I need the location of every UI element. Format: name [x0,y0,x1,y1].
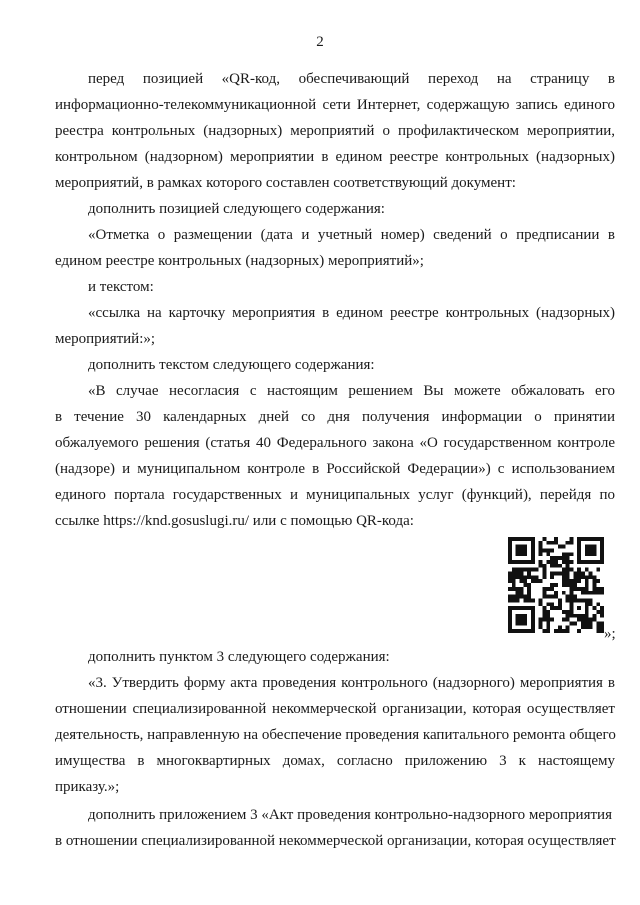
text-line: в течение 30 календарных дней со дня получения информации о принятии [55,409,615,425]
text-line: информационно-телекоммуникационной сети Интернет, содержащую запись единого [55,97,615,113]
text-line: «3. Утвердить форму акта проведения контрольного (надзорного) мероприятия в [88,675,615,691]
text-line: дополнить текстом следующего содержания: [88,357,375,373]
qr-suffix: »; [604,626,616,642]
text-line: единого портала государственных и муниципальных услуг (функций), перейдя по [55,487,615,503]
text-line: дополнить пунктом 3 следующего содержания: [88,649,390,665]
text-line: дополнить позицией следующего содержания: [88,201,385,217]
text-line: контрольном (надзорном) мероприятии в едином реестре контрольных (надзорных) [55,149,615,165]
text-line: (надзоре) и муниципальном контроле в Российской Федерации») с использованием [55,461,615,477]
page-number: 2 [316,34,324,50]
text-line: дополнить приложением 3 «Акт проведения контрольно-надзорного мероприятия [88,807,612,823]
text-line: «Отметка о размещении (дата и учетный номер) сведений о предписании в [88,227,615,243]
text-line: ссылке https://knd.gosuslugi.ru/ или с помощью QR-кода: [55,513,414,529]
qr-code-image [508,537,604,633]
text-line: перед позицией «QR-код, обеспечивающий переход на страницу в [88,71,615,87]
text-line: и текстом: [88,279,154,295]
text-line: реестра контрольных (надзорных) мероприятий о профилактическом мероприятии, [55,123,615,139]
text-line: едином реестре контрольных (надзорных) мероприятий»; [55,253,424,269]
text-line: деятельность, направленную на обеспечение проведения капитального ремонта общего [55,727,616,743]
text-line: «ссылка на карточку мероприятия в едином реестре контрольных (надзорных) [88,305,615,321]
text-line: обжалуемого решения (статья 40 Федерального закона «О государственном контроле [55,435,615,451]
text-line: имущества в многоквартирных домах, согласно приложению 3 к настоящему [55,753,615,769]
text-line: отношении специализированной некоммерческой организации, которая осуществляет [55,701,615,717]
text-line: приказу.»; [55,779,120,795]
text-line: мероприятий:»; [55,331,156,347]
text-line: мероприятий, в рамках которого составлен соответствующий документ: [55,175,516,191]
text-line: «В случае несогласия с настоящим решением Вы можете обжаловать его [88,383,615,399]
text-line: в отношении специализированной некоммерческой организации, которая осуществляет [55,833,616,849]
